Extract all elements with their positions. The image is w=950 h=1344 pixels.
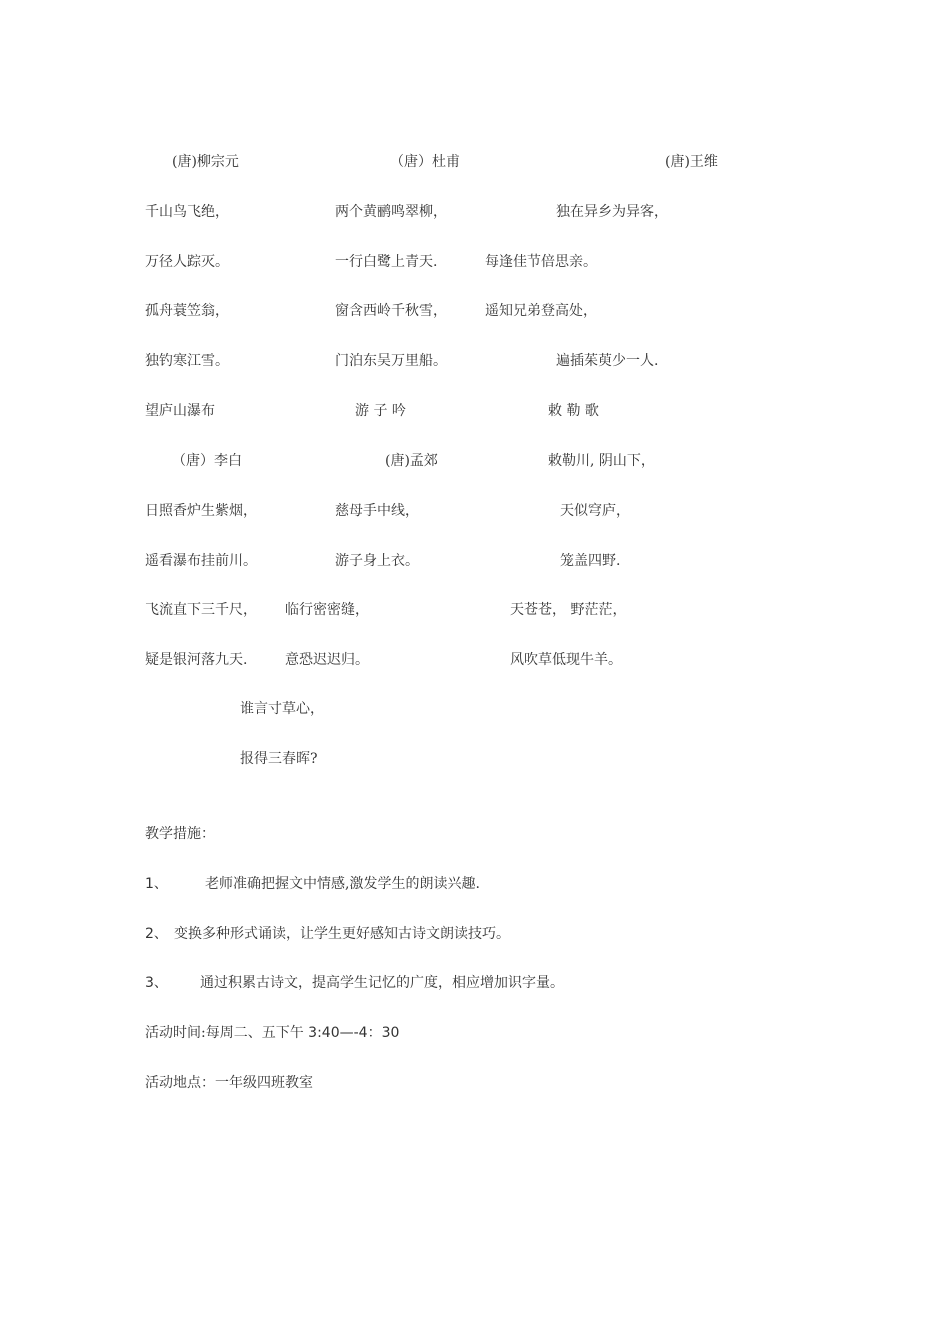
poem-line: 临行密密缝，	[285, 602, 369, 618]
poem-line: 慈母手中线，	[335, 503, 419, 519]
measures-heading: 教学措施：	[145, 826, 215, 842]
measure-text: 老师准确把握文中情感,激发学生的朗读兴趣.	[205, 876, 480, 892]
measure-number: 1、	[145, 876, 168, 892]
poem-title-chile: 敕 勒 歌	[548, 403, 599, 419]
poem-line: 门泊东吴万里船。	[335, 353, 447, 369]
poem-line: 万径人踪灭。	[145, 254, 229, 270]
poem-title-youzi: 游 子 吟	[355, 403, 406, 419]
poem-line: 遍插茱萸少一人.	[556, 353, 659, 369]
activity-time-value: 3:40—-4：30	[308, 1025, 400, 1041]
poem-line: 天似穹庐，	[560, 503, 630, 519]
poem-line: 飞流直下三千尺，	[145, 602, 257, 618]
poem-line: 日照香炉生紫烟，	[145, 503, 257, 519]
poem-line: 谁言寸草心，	[240, 701, 324, 717]
poem-line: 孤舟蓑笠翁，	[145, 303, 229, 319]
poem-line: 意恐迟迟归。	[285, 652, 369, 668]
poem-line: 两个黄鹂鸣翠柳，	[335, 204, 447, 220]
poem-line: 游子身上衣。	[335, 553, 419, 569]
poem-author-liu-zongyuan: (唐)柳宗元	[172, 154, 239, 170]
measure-text: 变换多种形式诵读，让学生更好感知古诗文朗读技巧。	[174, 926, 510, 942]
activity-place: 活动地点：一年级四班教室	[145, 1075, 313, 1091]
poem-line: 独在异乡为异客，	[556, 204, 668, 220]
poem-author-li-bai: （唐）李白	[172, 453, 242, 469]
activity-time-line	[145, 1023, 399, 1043]
poem-line: 敕勒川, 阴山下，	[548, 453, 655, 469]
poem-author-wang-wei: (唐)王维	[665, 154, 718, 170]
poem-line: 窗含西岭千秋雪，	[335, 303, 447, 319]
poem-line: 一行白鹭上青天.	[335, 254, 438, 270]
poem-line: 独钓寒江雪。	[145, 353, 229, 369]
poem-line: 遥看瀑布挂前川。	[145, 553, 257, 569]
poem-title-lushan: 望庐山瀑布	[145, 403, 215, 419]
poem-line: 天苍苍， 野茫茫，	[510, 602, 627, 618]
poem-line: 笼盖四野.	[560, 553, 621, 569]
poem-line: 报得三春晖?	[240, 751, 318, 767]
poem-line: 疑是银河落九天.	[145, 652, 248, 668]
poem-line: 遥知兄弟登高处，	[485, 303, 597, 319]
measure-number: 2、	[145, 926, 168, 942]
activity-time-label: 活动时间:每周二、五下午	[145, 1025, 304, 1041]
poem-line: 风吹草低现牛羊。	[510, 652, 622, 668]
measure-number: 3、	[145, 975, 168, 991]
measure-text: 通过积累古诗文，提高学生记忆的广度，相应增加识字量。	[200, 975, 564, 991]
poem-author-du-fu: （唐）杜甫	[390, 154, 460, 170]
poem-author-meng-jiao: (唐)孟郊	[385, 453, 438, 469]
poem-line: 千山鸟飞绝，	[145, 204, 229, 220]
poem-line: 每逢佳节倍思亲。	[485, 254, 597, 270]
